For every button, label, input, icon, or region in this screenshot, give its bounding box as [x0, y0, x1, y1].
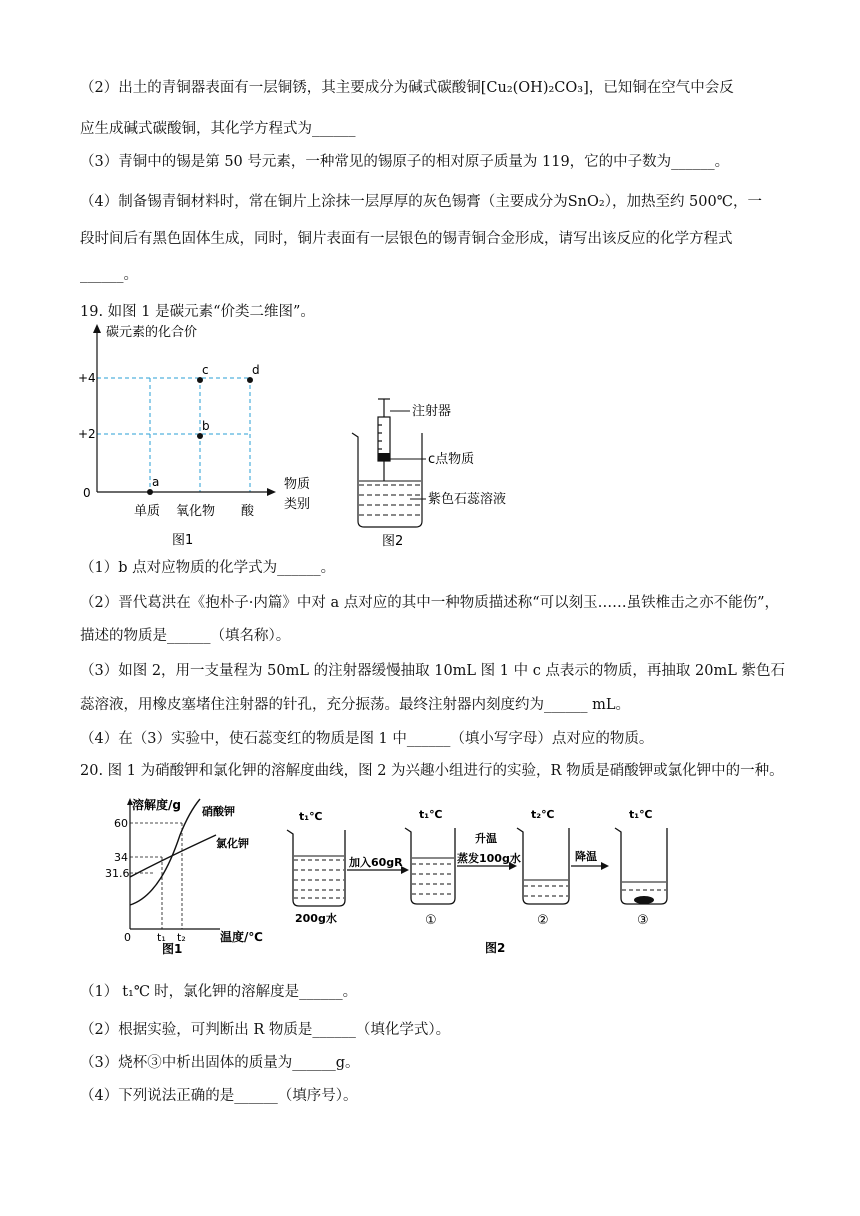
q19-part3-line1: （3）如图 2，用一支量程为 50mL 的注射器缓慢抽取 10mL 图 1 中 c 点表示的物质，再抽取 20mL 紫色石	[80, 663, 785, 679]
y-axis-label: 碳元素的化合价	[106, 325, 198, 340]
solubility-y-label: 溶解度/g	[132, 798, 181, 812]
point-d	[247, 377, 253, 383]
q20-part1-temperature: t₁℃	[122, 984, 151, 1000]
q20-part1	[80, 982, 357, 1002]
q18-part2-text: （2）出土的青铜器表面有一层铜锈，其主要成分为碱式碳酸铜	[80, 80, 481, 96]
q20-figure2-caption: 图2	[485, 941, 506, 955]
add-r-label: 加入60gR	[349, 856, 403, 869]
q20-part1-prefix: （1）	[80, 984, 119, 1000]
rubber-plug	[378, 453, 390, 461]
beaker-mark-3: ③	[637, 913, 649, 928]
ytick-plus2: +2	[78, 427, 96, 441]
q19-figure1-chart	[78, 320, 311, 550]
q18-part4-line1: （4）制备锡青铜材料时，常在铜片上涂抹一层厚厚的灰色锡膏（主要成分为SnO₂），加热至约 500℃，一	[80, 194, 762, 210]
cool-label: 降温	[575, 850, 597, 863]
q19-part2-line2: 描述的物质是______（填名称）。	[80, 628, 291, 644]
ytick-34: 34	[114, 851, 128, 864]
q19-part3-line2: 蕊溶液，用橡皮塞堵住注射器的针孔，充分振荡。最终注射器内刻度约为______ mL。	[80, 697, 630, 713]
xtick-0: 0	[124, 931, 131, 944]
point-b	[197, 433, 203, 439]
q20-part2: （2）根据实验，可判断出 R 物质是______（填化学式）。	[80, 1022, 451, 1038]
kno3-curve	[130, 799, 200, 905]
syringe-label: 注射器	[412, 404, 452, 419]
solubility-x-label: 温度/℃	[220, 930, 263, 944]
q19-part4: （4）在（3）实验中，使石蕊变红的物质是图 1 中______（填小写字母）点对应的物质。	[80, 731, 654, 747]
beaker-3-icon	[615, 828, 667, 904]
t2-label-beaker2: t₂℃	[531, 808, 555, 821]
basic-copper-carbonate-formula: [Cu₂(OH)₂CO₃]	[480, 80, 589, 96]
point-label-d: d	[252, 363, 260, 377]
q20-part4: （4）下列说法正确的是______（填序号）。	[80, 1088, 358, 1104]
q20-stem: 20. 图 1 为硝酸钾和氯化钾的溶解度曲线，图 2 为兴趣小组进行的实验，R 物质是硝酸钾或氯化钾中的一种。	[80, 763, 784, 779]
q20-solubility-chart	[100, 795, 280, 955]
q19-figure1-caption: 图1	[172, 533, 194, 548]
q19-points	[147, 363, 260, 495]
heat-label: 升温	[475, 832, 497, 845]
ytick-31-6: 31.6	[105, 867, 130, 880]
q18-part4-line3: ______。	[80, 267, 138, 283]
q18-part2-line2: 应生成碱式碳酸铜，其化学方程式为______	[80, 121, 356, 137]
xcat-suan: 酸	[241, 504, 255, 519]
q20-figure1-caption: 图1	[162, 942, 183, 956]
q20-experiment-diagram	[285, 800, 680, 960]
q19-part1: （1）b 点对应物质的化学式为______。	[80, 560, 336, 576]
ytick-zero: 0	[83, 486, 91, 500]
q20-part3: （3）烧杯③中析出固体的质量为______g。	[80, 1055, 360, 1071]
y-axis-arrow-icon	[93, 324, 101, 333]
water-label: 200g水	[295, 912, 337, 925]
beaker-1-icon	[405, 828, 455, 904]
x-axis-label-line1: 物质	[284, 477, 311, 492]
point-c	[197, 377, 203, 383]
precipitate-solid	[634, 896, 654, 904]
kno3-label: 硝酸钾	[202, 805, 235, 818]
point-a	[147, 489, 153, 495]
ytick-60: 60	[114, 817, 128, 830]
arrow-cool-icon	[601, 862, 609, 870]
litmus-label: 紫色石蕊溶液	[428, 492, 507, 507]
xcat-danzhi: 单质	[134, 504, 161, 519]
point-label-b: b	[202, 419, 210, 433]
kcl-curve	[130, 835, 216, 877]
beaker-mark-2: ②	[537, 913, 549, 928]
point-label-a: a	[152, 475, 160, 489]
t1-label-beaker1: t₁℃	[419, 808, 443, 821]
q18-part2-text-cont: ，已知铜在空气中会反	[588, 80, 734, 96]
ytick-plus4: +4	[78, 371, 96, 385]
q18-part3: （3）青铜中的锡是第 50 号元素，一种常见的锡原子的相对原子质量为 119，它的中子数为______。	[80, 154, 730, 170]
litmus-solution	[359, 485, 421, 515]
q19-figure2-apparatus	[340, 395, 560, 555]
evaporate-label: 蒸发100g水	[457, 852, 521, 865]
q19-stem: 19. 如图 1 是碳元素“价类二维图”。	[80, 304, 315, 320]
x-axis-arrow-icon	[267, 488, 276, 496]
q18-part2-line1	[80, 78, 734, 98]
q20-part1-text: 时，氯化钾的溶解度是______。	[154, 984, 358, 1000]
beaker-water-icon	[287, 830, 345, 906]
q19-part2-line1: （2）晋代葛洪在《抱朴子·内篇》中对 a 点对应的其中一种物质描述称“可以刻玉……虽铁椎击之亦不能伤”，	[80, 595, 780, 611]
syringe-icon	[378, 399, 390, 481]
t1-label-beaker3: t₁℃	[629, 808, 653, 821]
kcl-label: 氯化钾	[216, 837, 249, 850]
beaker-mark-1: ①	[425, 913, 437, 928]
xtick-t2: t₂	[177, 931, 186, 944]
t1-label-beaker0: t₁℃	[299, 810, 323, 823]
xcat-yanghuawu: 氧化物	[176, 504, 216, 519]
x-axis-label-line2: 类别	[284, 497, 311, 512]
point-label-c: c	[202, 363, 209, 377]
xtick-t1: t₁	[157, 931, 166, 944]
beaker-2-icon	[517, 828, 569, 904]
c-substance-label: c点物质	[428, 452, 475, 467]
q19-figure2-caption: 图2	[382, 534, 404, 549]
q18-part4-line2: 段时间后有黑色固体生成，同时，铜片表面有一层银色的锡青铜合金形成，请写出该反应的化学方程式	[80, 231, 733, 247]
